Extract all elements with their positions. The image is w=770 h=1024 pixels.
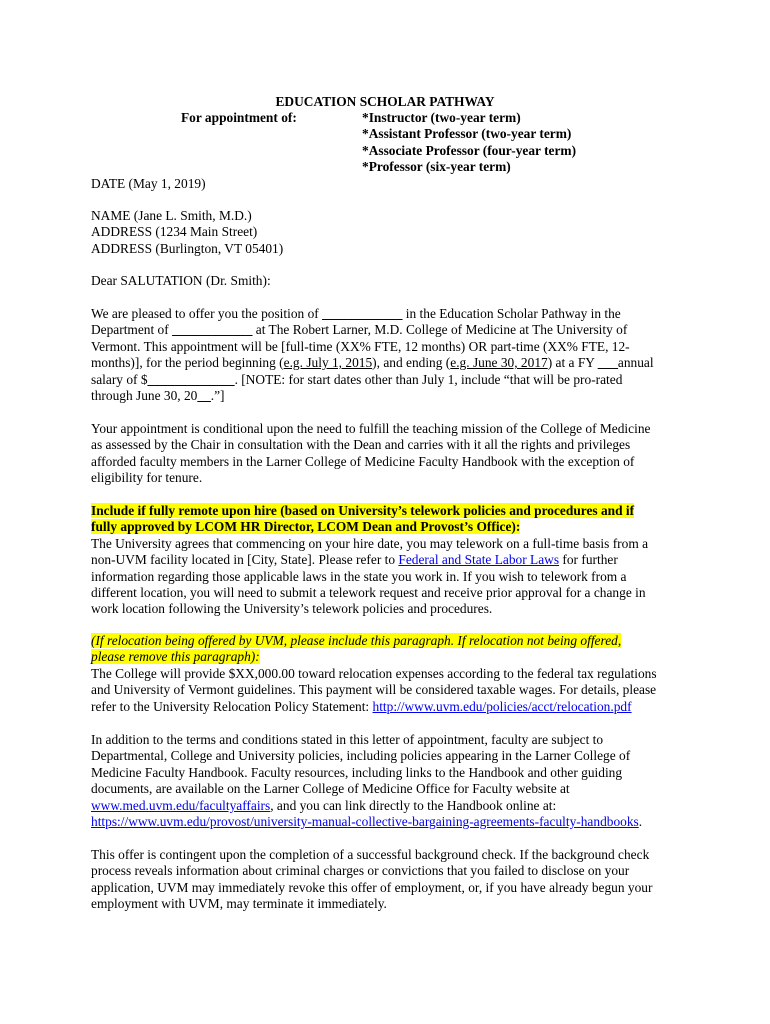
- telework-line: The University agrees that commencing on your hire date, you may telework on a full-time basis from a: [91, 535, 649, 551]
- background-line: This offer is contingent upon the completion of a successful background check. If the background check: [91, 847, 650, 862]
- salutation: [91, 273, 691, 289]
- highlighted-instruction: (If relocation being offered by UVM, please include this paragraph. If relocation not being offered,: [91, 633, 622, 648]
- telework-heading: [91, 519, 691, 535]
- department-blank: ____________: [172, 322, 253, 338]
- offer-text: ) at a FY: [547, 355, 598, 371]
- telework-heading: [91, 503, 691, 519]
- address-line: ADDRESS (1234 Main Street): [91, 224, 258, 240]
- telework-line: work location following the University’s telework policies and procedures.: [91, 601, 493, 617]
- terms-line: In addition to the terms and conditions stated in this letter of appointment, faculty are subject to: [91, 732, 604, 747]
- offer-text: months)], for the period beginning (: [91, 355, 284, 371]
- appointment-option: *Assistant Professor (two-year term): [362, 126, 572, 142]
- faculty-affairs-link[interactable]: www.med.uvm.edu/facultyaffairs: [91, 797, 271, 813]
- appointment-label: For appointment of:: [181, 110, 297, 125]
- date-line: [91, 176, 691, 192]
- terms-text: , and you can link directly to the Handbook online at:: [270, 797, 557, 813]
- offer-text: .”]: [210, 388, 225, 404]
- terms-line: [91, 814, 691, 830]
- conditional-line: as assessed by the Chair in consultation with the Dean and carries with it all the rights and privileges: [91, 437, 631, 453]
- conditional-line: afforded faculty members in the Larner College of Medicine Faculty Handbook with the exception of: [91, 453, 635, 469]
- offer-text: in the Education Scholar Pathway in the: [402, 306, 621, 321]
- terms-line: Medicine Faculty Handbook. Faculty resources, including links to the Handbook and other guiding: [91, 764, 623, 780]
- offer-text: . [NOTE: for start dates other than July 1, include “that will be pro-rated: [234, 371, 623, 387]
- offer-text: Department of: [91, 322, 173, 338]
- offer-paragraph: [91, 306, 691, 404]
- appointment-option: *Associate Professor (four-year term): [362, 142, 577, 158]
- telework-line: information regarding those applicable laws in the state you work in. If you wish to telework from a: [91, 568, 627, 584]
- offer-text: We are pleased to offer you the position of: [91, 306, 323, 321]
- appointment-options: [362, 110, 576, 176]
- terms-line: documents, are available on the Larner College of Medicine Office for Faculty website at: [91, 781, 570, 797]
- conditional-line: Your appointment is conditional upon the need to fulfill the teaching mission of the College of Medicine: [91, 421, 651, 436]
- background-line: application, UVM may immediately revoke this offer of employment, or, if you have already begun your: [91, 879, 653, 895]
- telework-line: [91, 552, 691, 568]
- address-block: [91, 208, 691, 257]
- terms-line: [91, 798, 691, 814]
- offer-line: [91, 388, 691, 404]
- document-title: EDUCATION SCHOLAR PATHWAY: [275, 94, 495, 109]
- telework-line: different location, you will need to submit a telework request and receive prior approval for a change in: [91, 585, 646, 601]
- relocation-text: refer to the University Relocation Policy Statement:: [91, 698, 373, 714]
- end-date-example: e.g. June 30, 2017: [450, 355, 548, 371]
- relocation-policy-link[interactable]: http://www.uvm.edu/policies/acct/relocation.pdf: [372, 698, 632, 714]
- terms-text: .: [638, 814, 643, 830]
- faculty-handbook-link[interactable]: https://www.uvm.edu/provost/university-manual-collective-bargaining-agreements-faculty-handbooks: [91, 814, 639, 830]
- telework-text: for further: [559, 552, 618, 568]
- offer-line: Vermont. This appointment will be [full-time (XX% FTE, 12 months) OR part-time (XX% FTE, 12-: [91, 338, 630, 354]
- conditional-paragraph: [91, 421, 691, 487]
- offer-text: through June 30, 20: [91, 388, 198, 404]
- offer-line: [91, 372, 691, 388]
- offer-line: [91, 355, 691, 371]
- start-date-example: e.g. July 1, 2015: [283, 355, 373, 371]
- salary-blank: _____________: [147, 371, 235, 387]
- highlighted-instruction: please remove this paragraph):: [91, 649, 260, 665]
- address-line: ADDRESS (Burlington, VT 05401): [91, 240, 284, 256]
- date-text: DATE (May 1, 2019): [91, 176, 206, 191]
- offer-text: ), and ending (: [372, 355, 451, 371]
- labor-laws-link[interactable]: Federal and State Labor Laws: [398, 552, 560, 568]
- background-check-paragraph: [91, 847, 691, 913]
- year-blank: __: [197, 388, 211, 404]
- offer-text: at The Robert Larner, M.D. College of Medicine at The University of: [252, 322, 628, 338]
- relocation-line: The College will provide $XX,000.00 toward relocation expenses according to the federal tax regulations: [91, 665, 657, 681]
- appointment-option: *Instructor (two-year term): [362, 110, 521, 125]
- relocation-line: and University of Vermont guidelines. This payment will be considered taxable wages. For details, please: [91, 682, 657, 698]
- appointment-option: *Professor (six-year term): [362, 159, 511, 175]
- position-blank: ____________: [322, 306, 403, 321]
- address-line: NAME (Jane L. Smith, M.D.): [91, 208, 252, 223]
- relocation-heading: [91, 633, 691, 649]
- offer-text: salary of $: [91, 371, 148, 387]
- fy-blank: ___: [597, 355, 618, 371]
- highlighted-instruction: fully approved by LCOM HR Director, LCOM Dean and Provost’s Office):: [91, 519, 521, 535]
- offer-text: annual: [617, 355, 654, 371]
- highlighted-instruction: Include if fully remote upon hire (based on University’s telework policies and procedures and if: [91, 503, 635, 518]
- relocation-heading: [91, 649, 691, 665]
- terms-line: Departmental, College and University policies, including policies appearing in the Larner College of: [91, 748, 631, 764]
- relocation-line: [91, 699, 691, 715]
- relocation-paragraph: [91, 633, 691, 715]
- offer-line: [91, 306, 691, 322]
- salutation-text: Dear SALUTATION (Dr. Smith):: [91, 273, 271, 288]
- telework-text: non-UVM facility located in [City, State]. Please refer to: [91, 552, 399, 568]
- telework-paragraph: [91, 503, 691, 618]
- offer-line: [91, 322, 691, 338]
- background-line: employment with UVM, may terminate it immediately.: [91, 896, 387, 912]
- conditional-line: eligibility for tenure.: [91, 470, 203, 486]
- terms-paragraph: [91, 732, 691, 830]
- background-line: process reveals information about criminal charges or convictions that you failed to disclose on your: [91, 863, 630, 879]
